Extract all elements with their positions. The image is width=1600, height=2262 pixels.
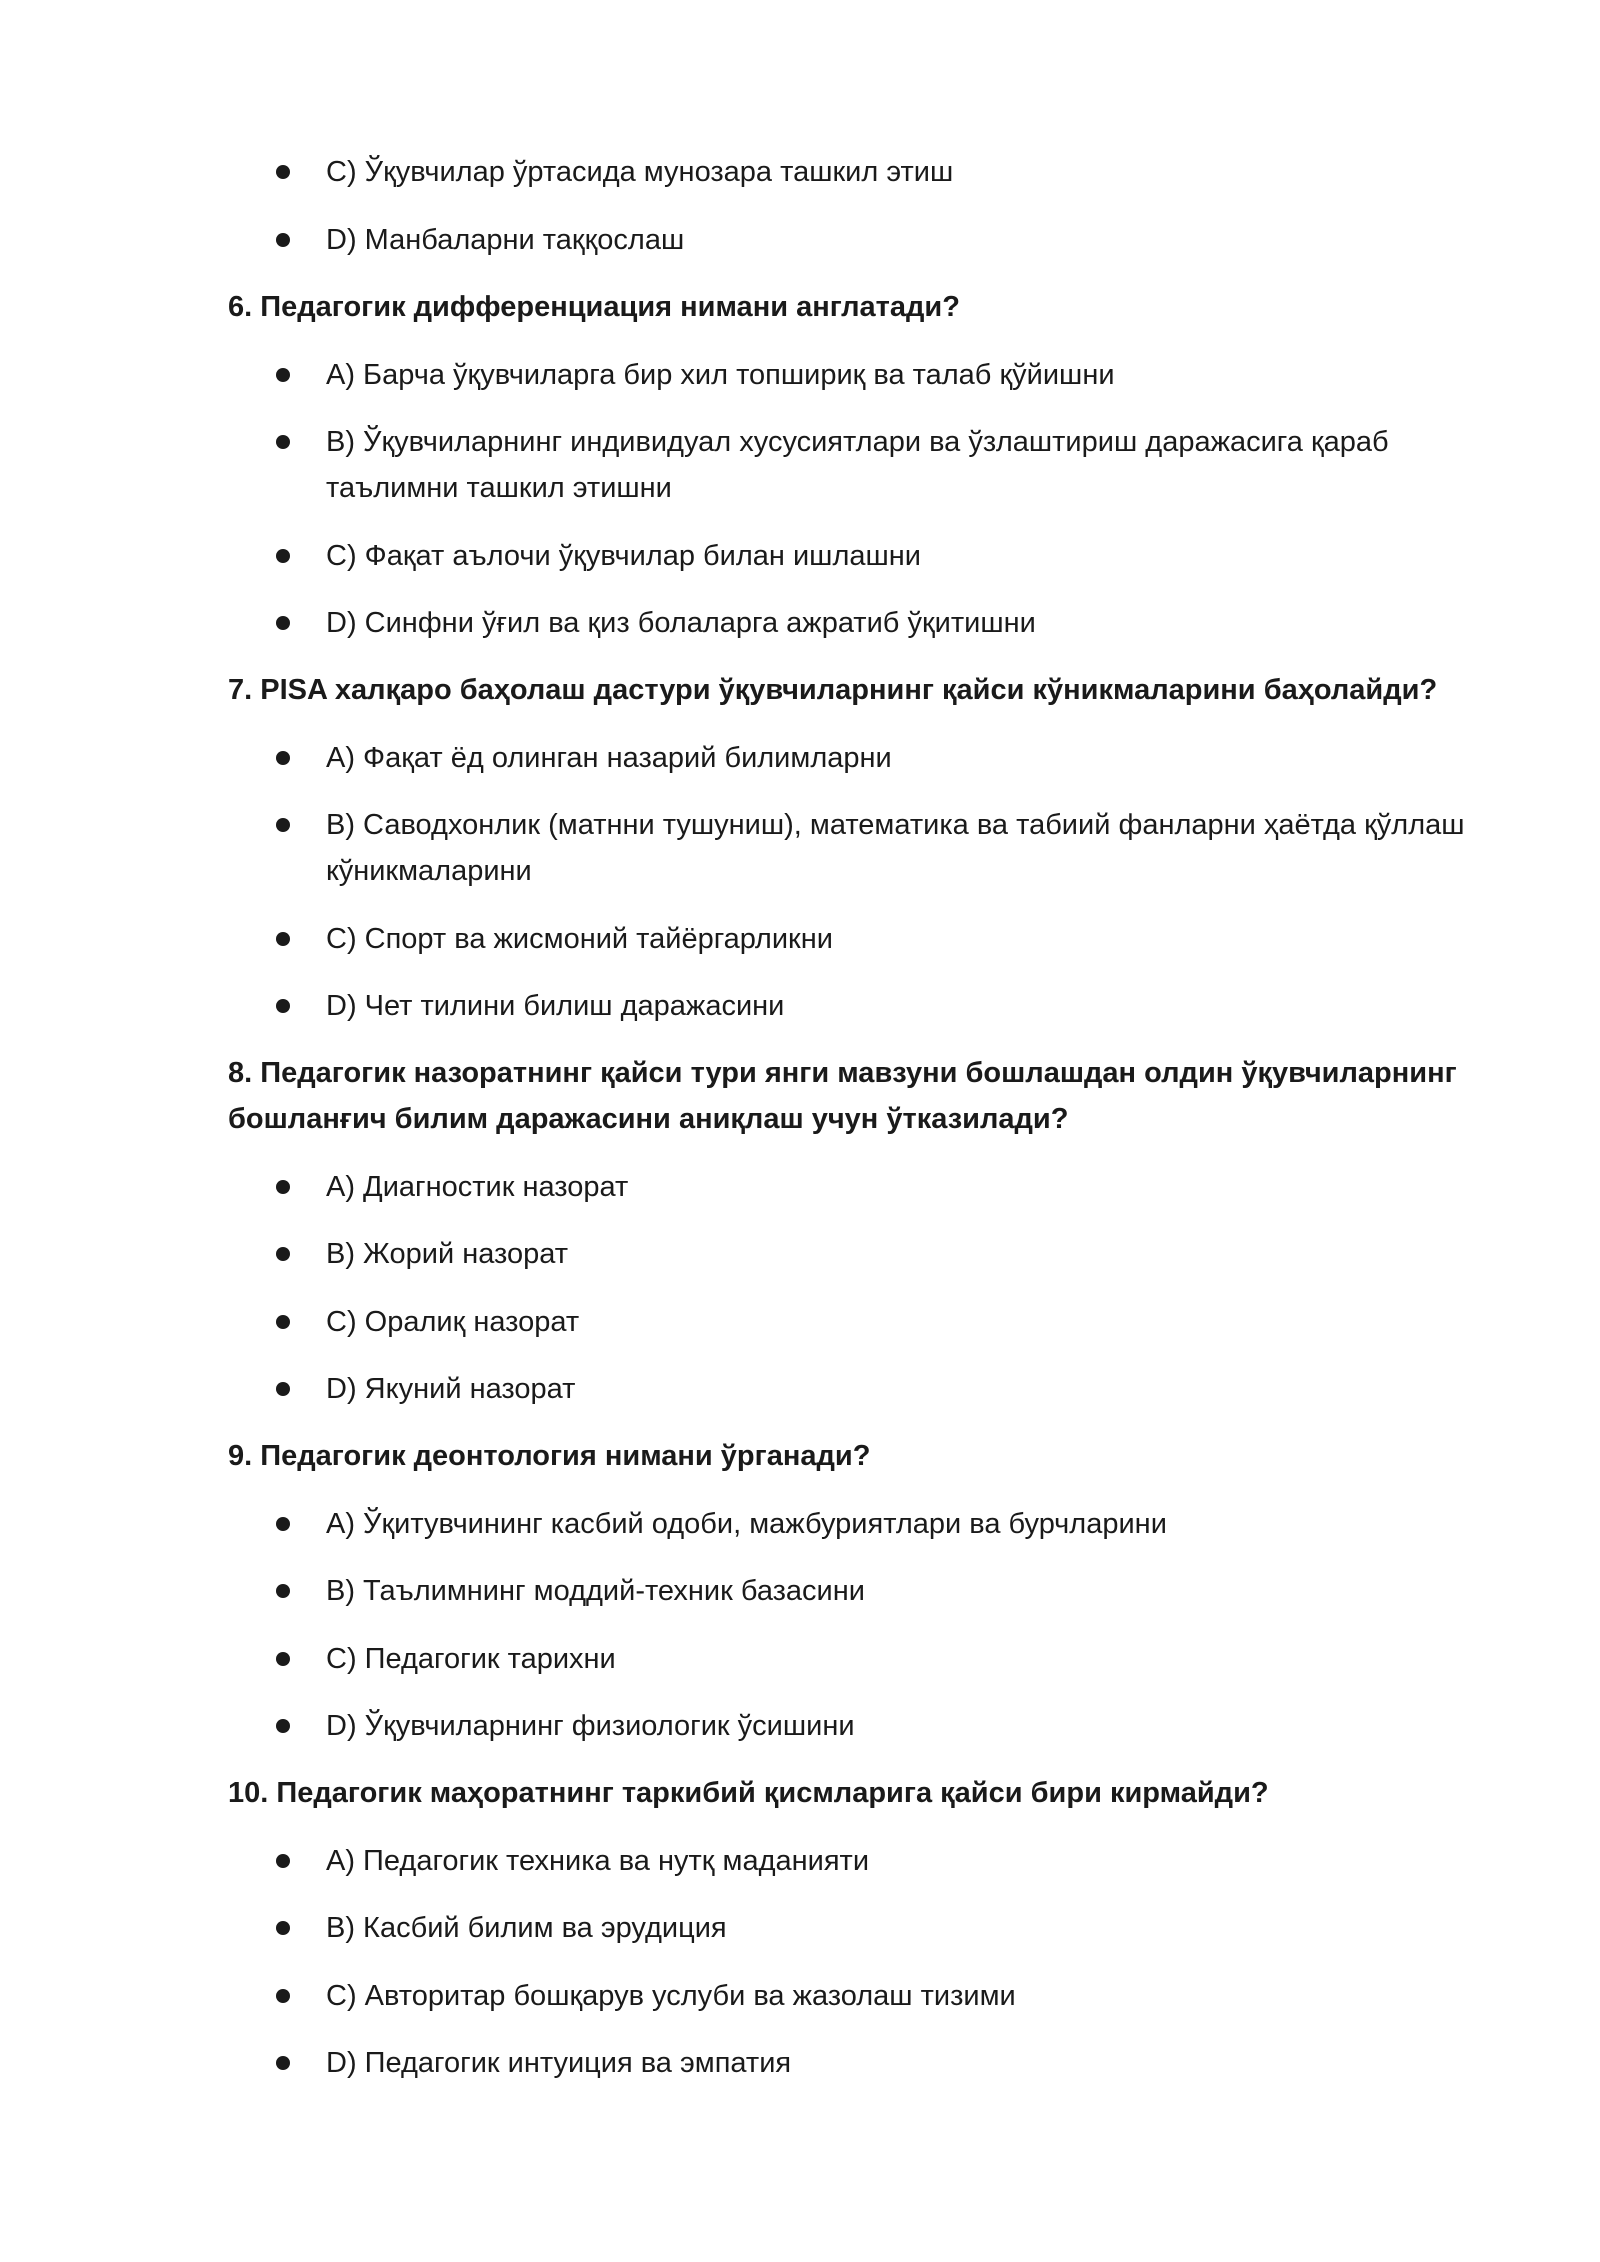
answer-option-text: C) Авторитар бошқарув услуби ва жазолаш тизими	[326, 1980, 1016, 2012]
answer-option-text: B) Ўқувчиларнинг индивидуал хусусиятлари ва ўзлаштириш даражасига қараб	[326, 426, 1389, 458]
question-text: 6. Педагогик дифференциация нимани англатади?	[228, 291, 960, 323]
bullet-icon	[276, 818, 290, 832]
bullet-icon	[276, 932, 290, 946]
bullet-icon	[276, 1652, 290, 1666]
answer-option-text: A) Фақат ёд олинган назарий билимларни	[326, 742, 892, 774]
bullet-icon	[276, 1989, 290, 2003]
answer-option-text: D) Ўқувчиларнинг физиологик ўсишини	[326, 1710, 855, 1742]
answer-option-text: C) Спорт ва жисмоний тайёргарликни	[326, 923, 833, 955]
answer-option-text: B) Саводхонлик (матнни тушуниш), математика ва табиий фанларни ҳаётда қўллаш	[326, 809, 1465, 841]
question-text: бошланғич билим даражасини аниқлаш учун ўтказилади?	[228, 1103, 1069, 1135]
bullet-icon	[276, 616, 290, 630]
answer-option-text: C) Педагогик тарихни	[326, 1643, 616, 1675]
bullet-icon	[276, 549, 290, 563]
answer-option-text: кўникмаларини	[326, 855, 532, 887]
bullet-icon	[276, 751, 290, 765]
answer-option-text: A) Ўқитувчининг касбий одоби, мажбуриятлари ва бурчларини	[326, 1508, 1167, 1540]
bullet-icon	[276, 999, 290, 1013]
answer-option-text: D) Манбаларни таққослаш	[326, 224, 685, 256]
bullet-icon	[276, 1719, 290, 1733]
bullet-icon	[276, 1517, 290, 1531]
answer-option-text: A) Барча ўқувчиларга бир хил топшириқ ва талаб қўйишни	[326, 359, 1115, 391]
bullet-icon	[276, 2056, 290, 2070]
answer-option-text: B) Таълимнинг моддий-техник базасини	[326, 1575, 865, 1607]
question-text: 9. Педагогик деонтология нимани ўрганади?	[228, 1440, 871, 1472]
answer-option-text: D) Чет тилини билиш даражасини	[326, 990, 785, 1022]
bullet-icon	[276, 1247, 290, 1261]
bullet-icon	[276, 1180, 290, 1194]
question-text: 7. PISA халқаро баҳолаш дастури ўқувчиларнинг қайси кўникмаларини баҳолайди?	[228, 674, 1438, 706]
answer-option-text: B) Жорий назорат	[326, 1238, 569, 1270]
answer-option-text: C) Фақат аълочи ўқувчилар билан ишлашни	[326, 540, 921, 572]
bullet-icon	[276, 1921, 290, 1935]
answer-option-text: B) Касбий билим ва эрудиция	[326, 1912, 727, 1944]
bullet-icon	[276, 1584, 290, 1598]
bullet-icon	[276, 435, 290, 449]
answer-option-text: A) Педагогик техника ва нутқ маданияти	[326, 1845, 870, 1877]
bullet-icon	[276, 165, 290, 179]
answer-option-text: C) Оралиқ назорат	[326, 1306, 580, 1338]
bullet-icon	[276, 368, 290, 382]
bullet-icon	[276, 233, 290, 247]
question-text: 10. Педагогик маҳоратнинг таркибий қисмларига қайси бири кирмайди?	[228, 1777, 1269, 1809]
bullet-icon	[276, 1854, 290, 1868]
answer-option-text: A) Диагностик назорат	[326, 1171, 629, 1203]
bullet-icon	[276, 1315, 290, 1329]
answer-option-text: D) Синфни ўғил ва қиз болаларга ажратиб ўқитишни	[326, 607, 1036, 639]
bullet-icon	[276, 1382, 290, 1396]
answer-option-text: таълимни ташкил этишни	[326, 472, 672, 504]
answer-option-text: D) Якуний назорат	[326, 1373, 576, 1405]
answer-option-text: C) Ўқувчилар ўртасида мунозара ташкил этиш	[326, 156, 954, 188]
question-text: 8. Педагогик назоратнинг қайси тури янги мавзуни бошлашдан олдин ўқувчиларнинг	[228, 1057, 1457, 1089]
answer-option-text: D) Педагогик интуиция ва эмпатия	[326, 2047, 792, 2079]
